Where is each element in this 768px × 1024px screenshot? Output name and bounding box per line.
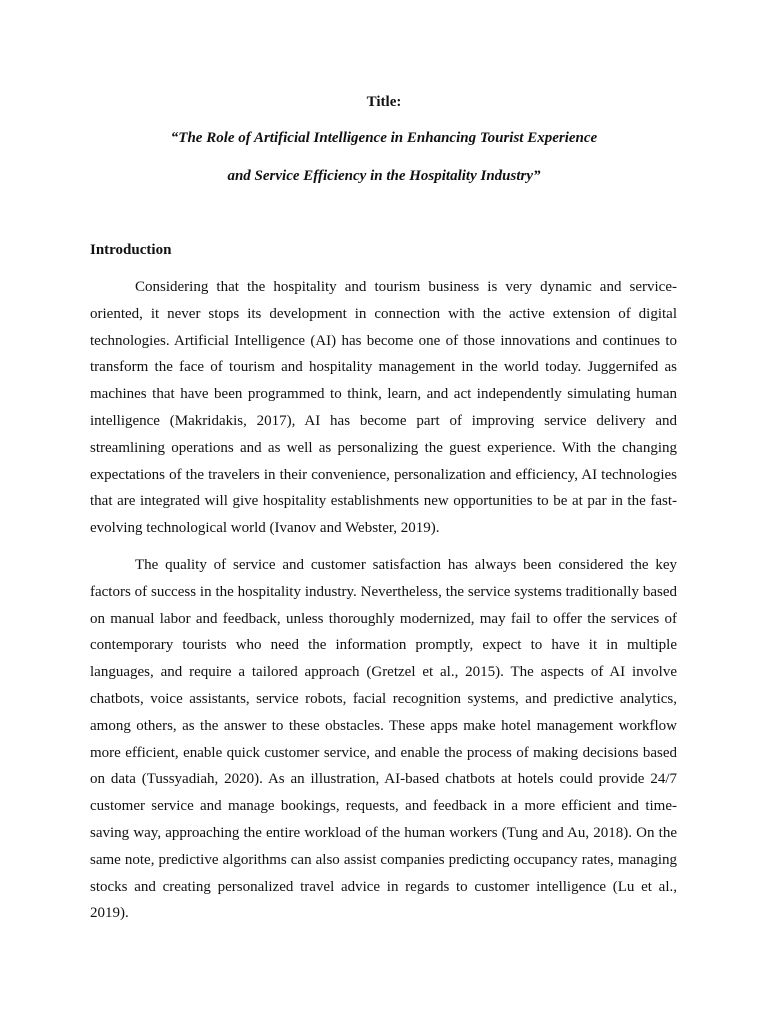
- title-label: Title:: [366, 94, 402, 110]
- paragraph-1: Considering that the hospitality and tourism business is very dynamic and service-oriented, it never stops its development in connection with the active extension of digital technologies. Artificial Intelligence (AI) has become one of those innovations and continues to transform the face of tourism and hospitality management in the world today. Juggernifed as machines that have been programmed to think, learn, and act independently simulating human intelligence (Makridakis, 2017), AI has become part of improving service delivery and streamlining operations and as well as personalizing the guest experience. With the changing expectations of the travelers in their convenience, personalization and efficiency, AI technologies that are integrated will give hospitality establishments new opportunities to be at par in the fast-evolving technological world (Ivanov and Webster, 2019).: [90, 279, 677, 537]
- paragraph-2: The quality of service and customer satisfaction has always been considered the key factors of success in the hospitality industry. Nevertheless, the service systems traditionally based on manual labor and feedback, unless thoroughly modernized, may fail to offer the services of contemporary tourists who need the information promptly, expect to have it in multiple languages, and require a tailored approach (Gretzel et al., 2015). The aspects of AI involve chatbots, voice assistants, service robots, facial recognition systems, and predictive analytics, among others, as the answer to these obstacles. These apps make hotel management workflow more efficient, enable quick customer service, and enable the process of making decisions based on data (Tussyadiah, 2020). As an illustration, AI-based chatbots at hotels could provide 24/7 customer service and manage bookings, requests, and feedback in a more efficient and time-saving way, approaching the entire workload of the human workers (Tung and Au, 2018). On the same note, predictive algorithms can also assist companies predicting occupancy rates, managing stocks and creating personalized travel advice in regards to customer intelligence (Lu et al., 2019).: [90, 557, 677, 922]
- document-title-line-1: “The Role of Artificial Intelligence in Enhancing Tourist Experience: [170, 130, 598, 146]
- document-title-line-2: and Service Efficiency in the Hospitality Industry”: [227, 168, 541, 184]
- section-heading-introduction: Introduction: [90, 242, 172, 258]
